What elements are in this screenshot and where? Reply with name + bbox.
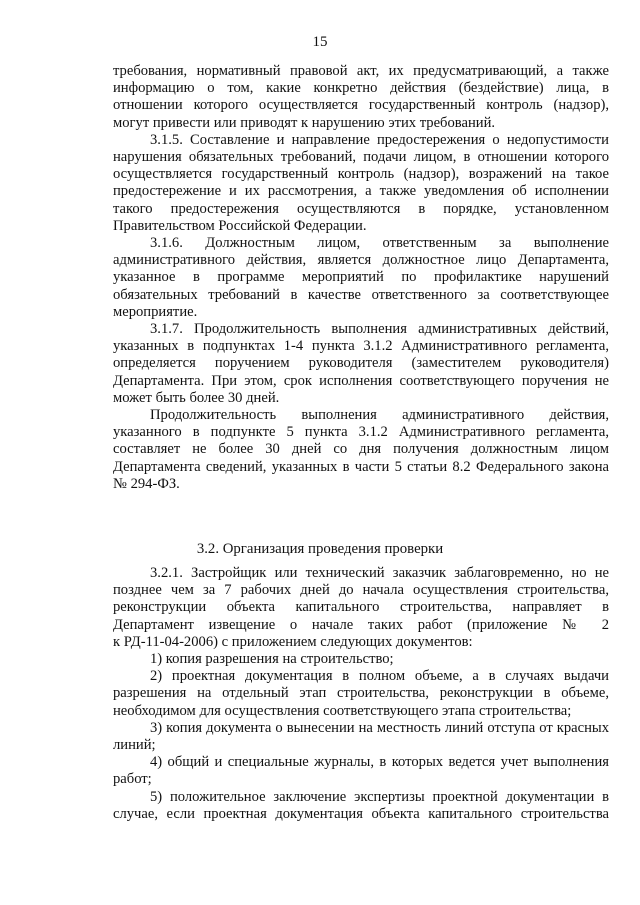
- text-line: 3.1.5. Составление и направление предостережения о недопустимости: [150, 131, 609, 148]
- list-item-4: [113, 754, 609, 788]
- text-line: указанное в программе мероприятий по профилактике нарушений: [113, 269, 609, 286]
- text-line: к РД-11-04-2006) с приложением следующих документов:: [113, 633, 473, 650]
- text-line: Департамент извещение о начале таких работ (приложение № 2: [113, 616, 609, 633]
- text-line: предостережение и их рассмотрения, а также уведомления об исполнении: [113, 183, 609, 200]
- text-line: необходимом для осуществления соответствующего этапа строительства;: [113, 702, 572, 719]
- text-line: осуществляется государственный контроль (надзор), возражений на такое: [113, 166, 609, 183]
- section-heading: 3.2. Организация проведения проверки: [196, 541, 444, 557]
- paragraph-duration: [113, 407, 609, 493]
- text-line: 2) проектная документация в полном объеме, а в случаях выдачи: [150, 668, 609, 685]
- text-line: нарушения обязательных требований, подачи лицом, в отношении которого: [113, 149, 609, 166]
- list-item-3: [113, 720, 609, 754]
- text-line: административного действия, является должностное лицо Департамента,: [113, 252, 609, 269]
- text-block-bottom: [113, 565, 609, 823]
- text-line: разрешения на отдельный этап строительства, реконструкции в объеме,: [113, 685, 609, 702]
- text-line: Департамента. При этом, срок исполнения соответствующего поручения не: [113, 372, 609, 389]
- text-line: реконструкции объекта капитального строительства, направляет в: [113, 599, 609, 616]
- text-line: работ;: [113, 771, 152, 788]
- text-line: мероприятие.: [113, 303, 198, 320]
- list-item-2: [113, 668, 609, 720]
- paragraph-3-2-1: [113, 565, 609, 651]
- text-line: обязательных требований в качестве ответственного за соответствующее: [113, 286, 609, 303]
- text-line: позднее чем за 7 рабочих дней до начала осуществления строительства,: [113, 582, 609, 599]
- text-line: 3.1.7. Продолжительность выполнения административных действий,: [150, 321, 609, 338]
- text-line: случае, если проектная документация объекта капитального строительства: [113, 805, 609, 822]
- list-item-5: [113, 789, 609, 823]
- text-line: отношении которого осуществляется государственный контроль (надзор),: [113, 97, 609, 114]
- text-line: указанных в подпунктах 1-4 пункта 3.1.2 Административного регламента,: [113, 338, 609, 355]
- text-line: 4) общий и специальные журналы, в которых ведется учет выполнения: [150, 754, 609, 771]
- text-line: могут привести или приводят к нарушению этих требований.: [113, 114, 496, 131]
- paragraph-3-1-7: [113, 321, 609, 407]
- text-line: определяется поручением руководителя (заместителем руководителя): [113, 355, 609, 372]
- text-line: информацию о том, какие конкретно действия (бездействие) лица, в: [113, 80, 609, 97]
- text-line: 5) положительное заключение экспертизы проектной документации в: [150, 788, 609, 805]
- text-line: такого предостережения осуществляются в порядке, установленном: [113, 200, 609, 217]
- text-block-top: [113, 63, 609, 493]
- text-line: требования, нормативный правовой акт, их предусматривающий, а также: [113, 63, 609, 79]
- text-line: Правительством Российской Федерации.: [113, 217, 367, 234]
- text-line: 3.1.6. Должностным лицом, ответственным за выполнение: [150, 235, 609, 252]
- text-line: 3) копия документа о вынесении на местность линий отступа от красных: [150, 719, 609, 736]
- text-line: указанного в подпункте 5 пункта 3.1.2 Административного регламента,: [113, 424, 609, 441]
- text-line: составляет не более 30 дней со дня получения должностным лицом: [113, 441, 609, 458]
- paragraph-3-1-5: [113, 132, 609, 235]
- list-item-1: [113, 651, 609, 668]
- text-line: линий;: [113, 737, 156, 754]
- paragraph-continuation: [113, 63, 609, 132]
- text-line: Департамента сведений, указанных в части 5 статьи 8.2 Федерального закона: [113, 458, 609, 475]
- paragraph-3-1-6: [113, 235, 609, 321]
- text-line: может быть более 30 дней.: [113, 389, 280, 406]
- text-line: 3.2.1. Застройщик или технический заказчик заблаговременно, но не: [150, 565, 609, 581]
- text-line: 1) копия разрешения на строительство;: [150, 651, 394, 668]
- text-line: № 294-ФЗ.: [113, 475, 180, 492]
- page-number: 15: [312, 34, 328, 50]
- text-line: Продолжительность выполнения административного действия,: [150, 407, 609, 424]
